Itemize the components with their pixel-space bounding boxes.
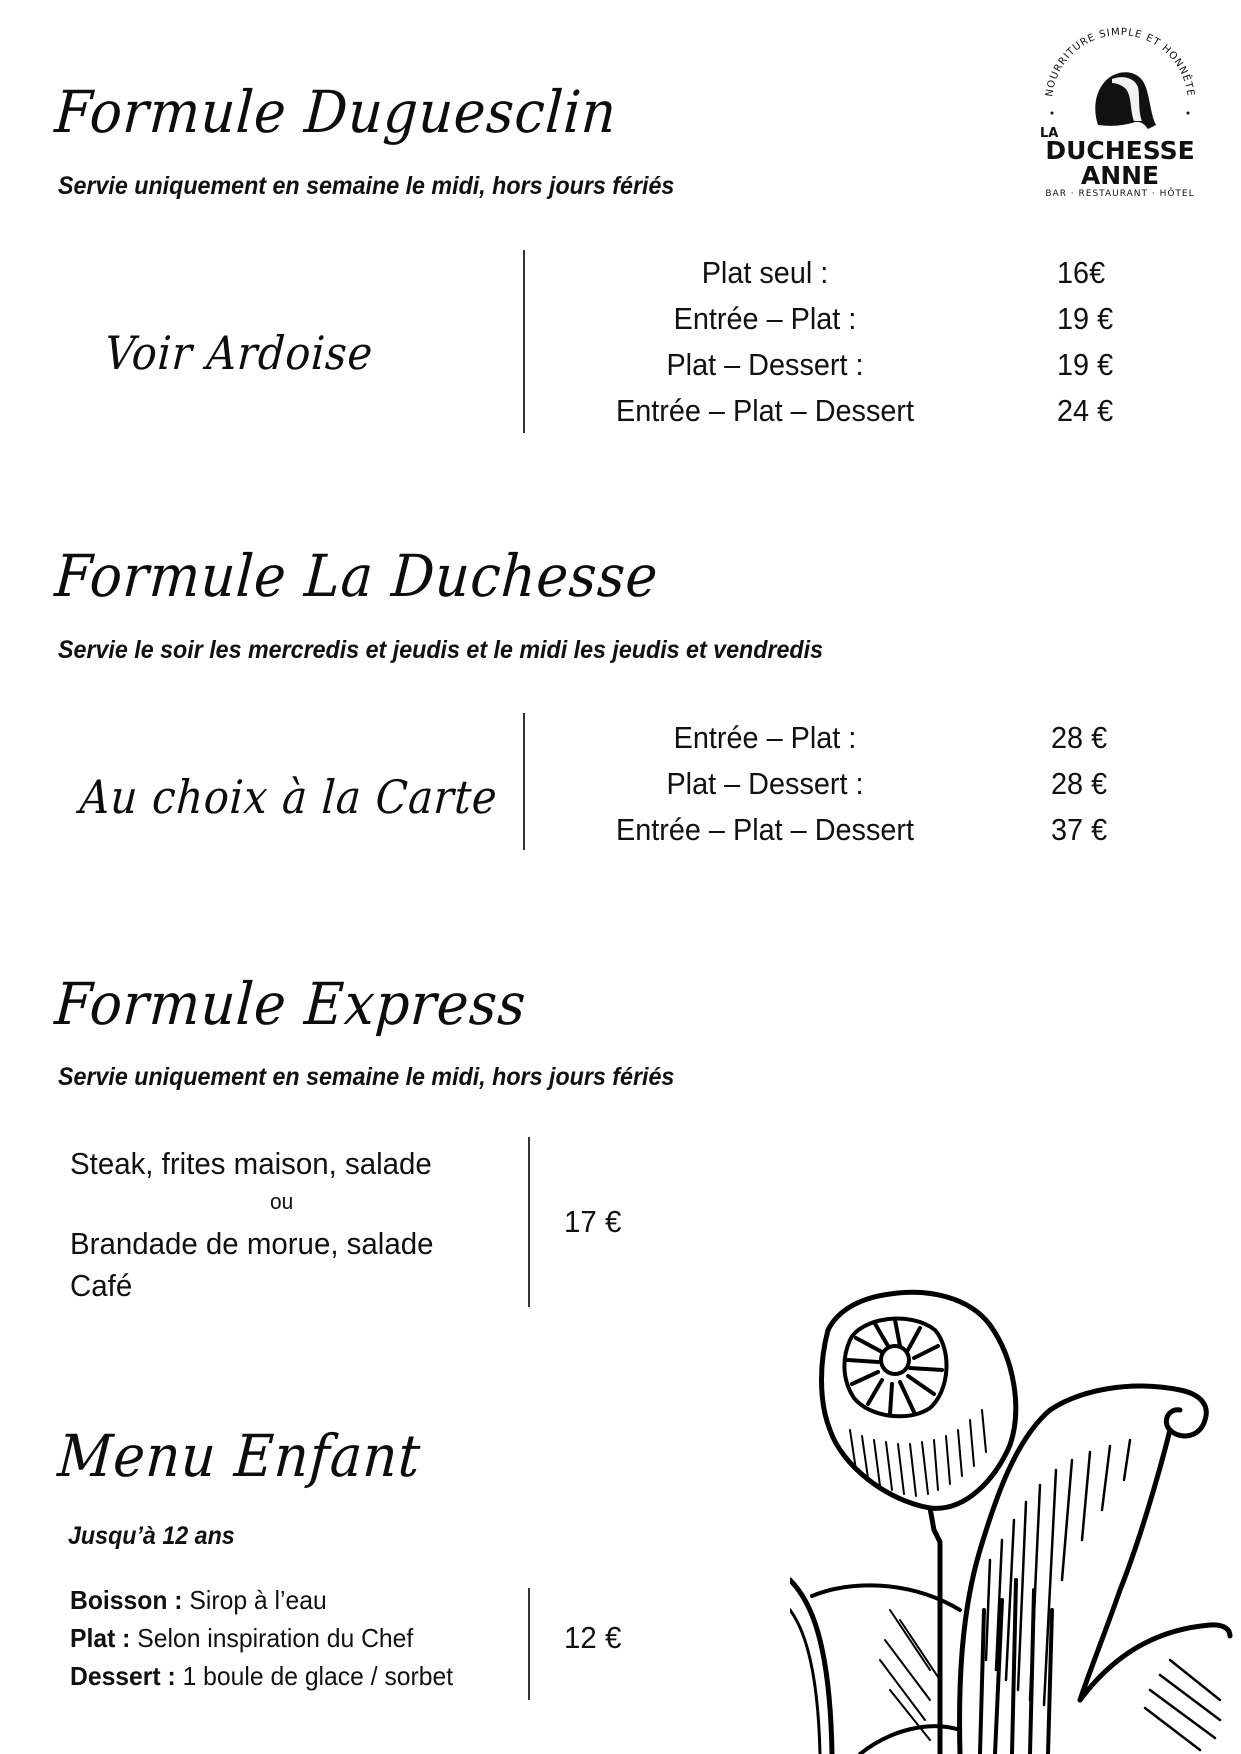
section-subtitle: Jusqu’à 12 ans — [68, 1522, 235, 1550]
restaurant-logo — [1030, 25, 1210, 205]
section-title: Formule La Duchesse — [52, 542, 661, 610]
price-value: 17 € — [564, 1204, 622, 1239]
side-note: Voir Ardoise — [103, 326, 375, 380]
section-title: Formule Express — [52, 970, 529, 1038]
price-value: 28 € — [1051, 766, 1108, 801]
section-subtitle: Servie uniquement en semaine le midi, hors jours fériés — [58, 172, 675, 200]
menu-item-separator: ou — [270, 1189, 294, 1214]
kids-menu-line — [70, 1623, 413, 1654]
svg-text:NOURRITURE SIMPLE ET HONNÊTE: NOURRITURE SIMPLE ET HONNÊTE — [1044, 26, 1196, 98]
price-value: 24 € — [1057, 393, 1114, 428]
kids-line-label: Plat : — [70, 1623, 131, 1653]
price-value: 16€ — [1057, 255, 1106, 290]
menu-item: Brandade de morue, salade — [70, 1226, 434, 1261]
section-subtitle: Servie uniquement en semaine le midi, hors jours fériés — [58, 1063, 675, 1091]
divider — [528, 1137, 530, 1307]
kids-line-label: Boisson : — [70, 1585, 183, 1615]
section-title: Menu Enfant — [55, 1422, 423, 1490]
section-subtitle: Servie le soir les mercredis et jeudis et le midi les jeudis et vendredis — [58, 636, 824, 664]
menu-item: Steak, frites maison, salade — [70, 1146, 432, 1181]
logo-name-line1: DUCHESSE — [1045, 136, 1195, 165]
price-label: Plat seul : — [701, 255, 829, 290]
kids-menu-line — [70, 1585, 327, 1616]
menu-item: Café — [70, 1268, 133, 1303]
price-value: 19 € — [1057, 347, 1114, 382]
poppy-seedpod-illustration-icon — [790, 1280, 1241, 1754]
logo-tagline: BAR · RESTAURANT · HÔTEL — [1045, 189, 1195, 199]
price-label: Plat – Dessert : — [666, 766, 864, 801]
price-label: Entrée – Plat : — [673, 301, 857, 336]
price-value: 12 € — [564, 1620, 622, 1655]
kids-line-value: 1 boule de glace / sorbet — [175, 1661, 454, 1691]
kids-menu-line — [70, 1661, 453, 1692]
kids-line-value: Sirop à l’eau — [182, 1585, 327, 1615]
price-value: 28 € — [1051, 720, 1108, 755]
price-label: Entrée – Plat – Dessert — [615, 812, 915, 847]
price-label: Entrée – Plat – Dessert — [615, 393, 915, 428]
price-label: Entrée – Plat : — [673, 720, 857, 755]
logo-name-line2: ANNE — [1080, 161, 1160, 190]
divider — [523, 250, 525, 433]
logo-name-prefix: LA — [1040, 126, 1059, 141]
price-value: 19 € — [1057, 301, 1114, 336]
kids-line-value: Selon inspiration du Chef — [130, 1623, 414, 1653]
section-title: Formule Duguesclin — [52, 78, 620, 146]
price-value: 37 € — [1051, 812, 1108, 847]
divider — [523, 713, 525, 850]
kids-line-label: Dessert : — [70, 1661, 176, 1691]
divider — [528, 1588, 530, 1700]
price-label: Plat – Dessert : — [666, 347, 864, 382]
side-note: Au choix à la Carte — [78, 770, 500, 824]
